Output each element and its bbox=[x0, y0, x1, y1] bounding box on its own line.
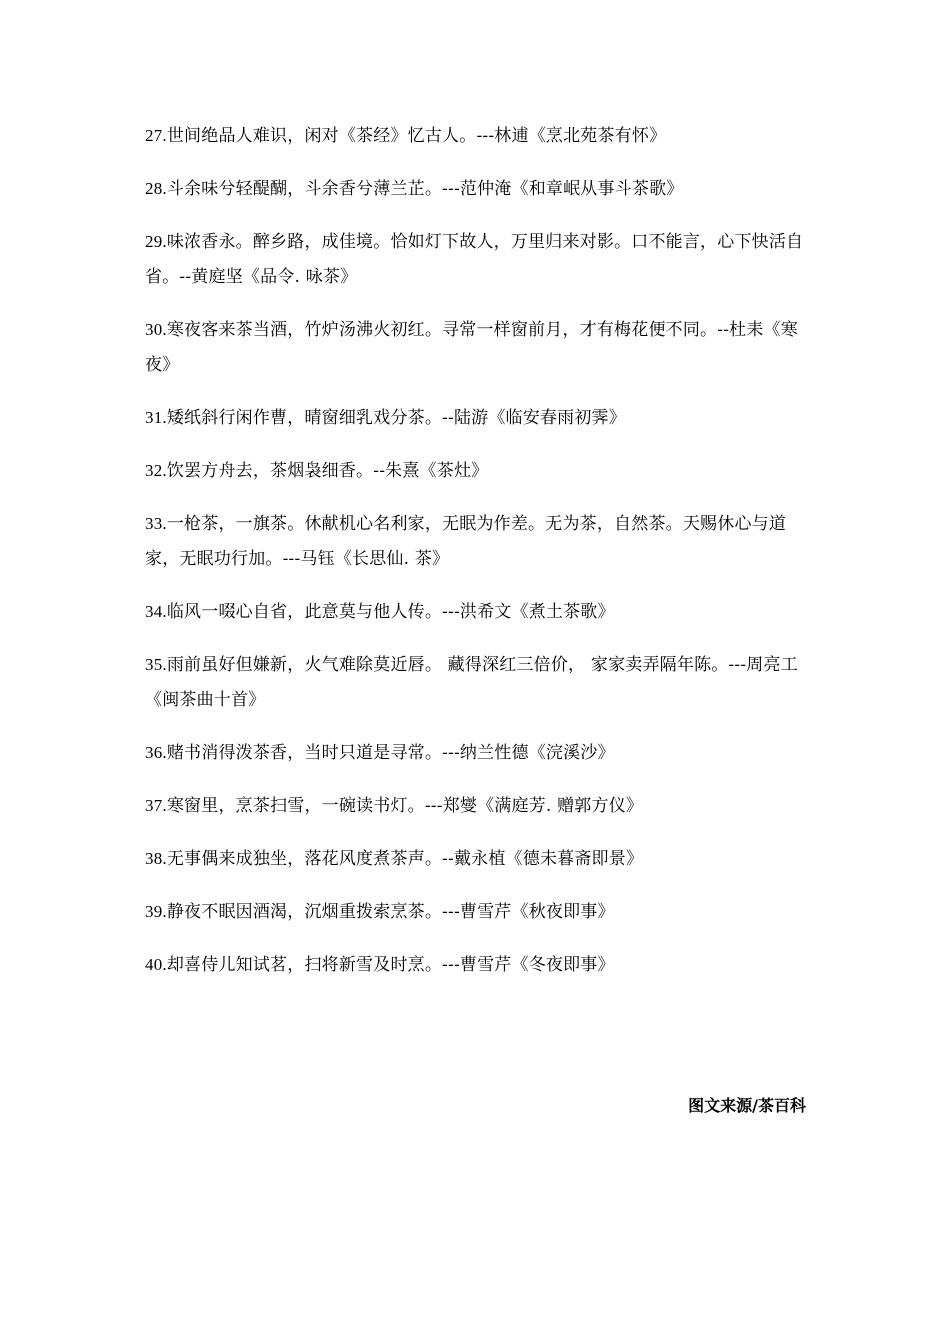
poem-list bbox=[145, 118, 810, 1000]
poem-text: 无事偶来成独坐，落花风度煮茶声。--戴永植《德未暮斋即景》 bbox=[166, 849, 644, 869]
poem-number: 40. bbox=[145, 955, 167, 974]
poem-number: 36. bbox=[145, 743, 167, 762]
poem-number: 33. bbox=[145, 514, 167, 533]
poem-number: 30. bbox=[145, 320, 167, 339]
poem-number: 34. bbox=[145, 602, 167, 621]
poem-item bbox=[145, 894, 810, 930]
poem-item bbox=[145, 947, 810, 983]
poem-number: 32. bbox=[145, 461, 167, 480]
poem-number: 35. bbox=[145, 655, 167, 674]
poem-text: 雨前虽好但嫌新，火气难除莫近唇。 藏得深红三倍价， 家家卖弄隔年陈。---周亮工《闽茶曲十首》 bbox=[145, 655, 798, 710]
source-credit: 图文来源/茶百科 bbox=[688, 1096, 806, 1115]
poem-item bbox=[145, 841, 810, 877]
poem-item bbox=[145, 171, 810, 207]
poem-text: 却喜侍儿知试茗，扫将新雪及时烹。---曹雪芹《冬夜即事》 bbox=[166, 955, 615, 975]
poem-number: 39. bbox=[145, 902, 167, 921]
poem-item bbox=[145, 312, 810, 383]
poem-number: 31. bbox=[145, 408, 167, 427]
poem-number: 27. bbox=[145, 126, 167, 145]
poem-item bbox=[145, 224, 810, 295]
poem-number: 38. bbox=[145, 849, 167, 868]
poem-item bbox=[145, 453, 810, 489]
poem-text: 饮罢方舟去，茶烟袅细香。--朱熹《茶灶》 bbox=[166, 461, 489, 481]
poem-text: 一枪茶，一旗茶。休献机心名利家，无眠为作差。无为茶，自然茶。天赐休心与道家，无眠功行加。---马钰《长思仙. 茶》 bbox=[145, 514, 787, 569]
poem-text: 世间绝品人难识，闲对《茶经》忆古人。---林逋《烹北苑茶有怀》 bbox=[166, 126, 667, 146]
poem-text: 寒窗里，烹茶扫雪，一碗读书灯。---郑燮《满庭芳. 赠郭方仪》 bbox=[166, 796, 644, 816]
poem-text: 斗余味兮轻醍醐，斗余香兮薄兰芷。---范仲淹《和章岷从事斗茶歌》 bbox=[166, 179, 684, 199]
poem-text: 赌书消得泼茶香，当时只道是寻常。---纳兰性德《浣溪沙》 bbox=[166, 743, 615, 763]
poem-item bbox=[145, 647, 810, 718]
poem-item bbox=[145, 594, 810, 630]
poem-number: 29. bbox=[145, 232, 167, 251]
poem-number: 28. bbox=[145, 179, 167, 198]
poem-item bbox=[145, 118, 810, 154]
poem-item bbox=[145, 735, 810, 771]
poem-text: 味浓香永。醉乡路，成佳境。恰如灯下故人，万里归来对影。口不能言，心下快活自省。--黄庭坚《品令. 咏茶》 bbox=[145, 232, 804, 287]
poem-item bbox=[145, 506, 810, 577]
poem-text: 矮纸斜行闲作曹，晴窗细乳戏分茶。--陆游《临安春雨初霁》 bbox=[166, 408, 626, 428]
poem-text: 临风一啜心自省，此意莫与他人传。---洪希文《煮土茶歌》 bbox=[166, 602, 615, 622]
poem-text: 寒夜客来茶当酒，竹炉汤沸火初红。寻常一样窗前月，才有梅花便不同。--杜耒《寒夜》 bbox=[145, 320, 798, 375]
poem-item bbox=[145, 400, 810, 436]
poem-text: 静夜不眠因酒渴，沉烟重拨索烹茶。---曹雪芹《秋夜即事》 bbox=[166, 902, 615, 922]
poem-number: 37. bbox=[145, 796, 167, 815]
poem-item bbox=[145, 788, 810, 824]
